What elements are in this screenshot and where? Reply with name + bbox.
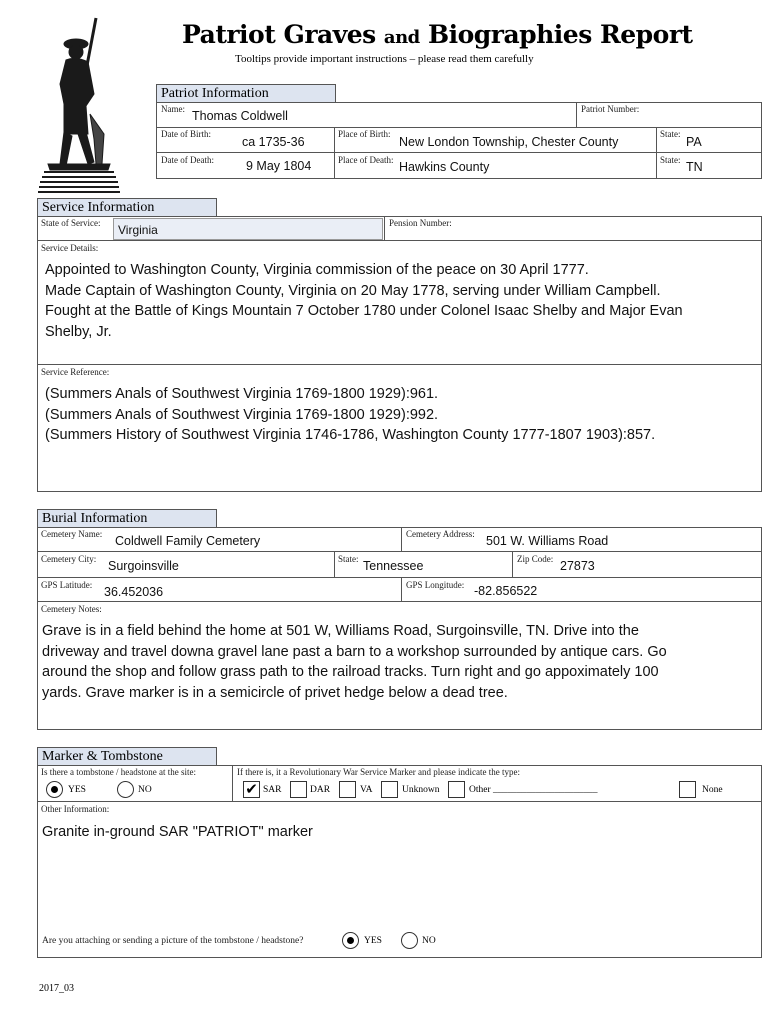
cemetery-notes-field[interactable] [42, 621, 757, 703]
death-state-label: State: [660, 155, 681, 165]
cemetery-state-label: State: [338, 554, 359, 564]
patriot-name-field[interactable]: Thomas Coldwell [192, 109, 288, 123]
cemetery-name-label: Cemetery Name: [41, 529, 103, 539]
state-of-service-field[interactable] [113, 218, 383, 240]
divider [37, 240, 762, 241]
picture-no-radio[interactable] [401, 932, 418, 949]
service-detail-line: Appointed to Washington County, Virginia commission of the peace on 30 April 1777. [45, 262, 589, 278]
divider [37, 801, 762, 802]
state-of-service-label: State of Service: [41, 218, 101, 228]
other-information-value: Granite in-ground SAR "PATRIOT" marker [42, 824, 313, 840]
none-label: None [702, 785, 723, 795]
picture-no-label: NO [422, 936, 436, 946]
picture-yes-label: YES [364, 936, 382, 946]
dod-field[interactable]: 9 May 1804 [246, 159, 312, 173]
divider [401, 577, 402, 601]
divider [156, 127, 762, 128]
sar-label: SAR [263, 785, 282, 795]
divider [334, 551, 335, 577]
form-version: 2017_03 [39, 983, 74, 994]
service-details-field[interactable] [45, 260, 757, 342]
cemetery-address-label: Cemetery Address: [406, 529, 475, 539]
dar-checkbox[interactable] [290, 781, 307, 798]
unknown-checkbox[interactable] [381, 781, 398, 798]
cemetery-note-line: around the shop and follow grass path to the railroad tracks. Turn right and go appoximately 100 [42, 664, 659, 680]
gps-latitude-field[interactable]: 36.452036 [104, 585, 164, 599]
dob-field[interactable]: ca 1735-36 [242, 135, 305, 149]
dar-label: DAR [310, 785, 331, 795]
zip-code-field[interactable]: 27873 [560, 559, 595, 573]
burial-section-title: Burial Information [37, 509, 217, 528]
title-part2: Biographies Report [427, 20, 693, 49]
divider [37, 551, 762, 552]
tombstone-yes-radio[interactable] [46, 781, 63, 798]
name-label: Name: [161, 104, 185, 114]
state-of-service-value: Virginia [118, 223, 158, 237]
other-information-field[interactable] [42, 822, 757, 922]
page-title [182, 20, 693, 49]
title-and: and [383, 27, 420, 48]
cemetery-notes-label: Cemetery Notes: [41, 604, 102, 614]
marker-section-title: Marker & Tombstone [37, 747, 217, 766]
cemetery-name-field[interactable]: Coldwell Family Cemetery [115, 534, 261, 548]
divider [334, 127, 335, 179]
minuteman-statue-icon [34, 14, 124, 194]
unknown-label: Unknown [402, 785, 440, 795]
gps-longitude-label: GPS Longitude: [406, 580, 465, 590]
death-state-field[interactable]: TN [686, 160, 703, 174]
marker-type-question: If there is, it a Revolutionary War Service Marker and please indicate the type: [237, 767, 521, 777]
birth-state-label: State: [660, 129, 681, 139]
cemetery-note-line: Grave is in a field behind the home at 501 W, Williams Road, Surgoinsville, TN. Drive into the [42, 623, 639, 639]
dod-label: Date of Death: [161, 155, 214, 165]
divider [401, 527, 402, 551]
service-reference-line: (Summers Anals of Southwest Virginia 1769-1800 1929):992. [45, 406, 439, 423]
page-subtitle: Tooltips provide important instructions – please read them carefully [235, 53, 534, 65]
service-detail-line: Made Captain of Washington County, Virginia on 20 May 1778, serving under William Campbell. [45, 282, 661, 299]
divider [37, 601, 762, 602]
sar-checkbox[interactable]: ✔ [243, 781, 260, 798]
divider [156, 152, 762, 153]
pod-label: Place of Death: [338, 155, 394, 165]
service-detail-line: Fought at the Battle of Kings Mountain 7 October 1780 under Colonel Isaac Shelby and Major Evan [45, 303, 683, 319]
none-checkbox[interactable] [679, 781, 696, 798]
dob-label: Date of Birth: [161, 129, 211, 139]
zip-code-label: Zip Code: [517, 554, 554, 564]
service-reference-field[interactable] [45, 384, 757, 446]
divider [384, 216, 385, 240]
cemetery-city-label: Cemetery City: [41, 554, 97, 564]
service-reference-label: Service Reference: [41, 367, 110, 377]
picture-question: Are you attaching or sending a picture of the tombstone / headstone? [42, 936, 304, 946]
service-details-label: Service Details: [41, 243, 99, 253]
title-part1: Patriot Graves [182, 20, 376, 49]
patriot-number-label: Patriot Number: [581, 104, 640, 114]
picture-yes-radio[interactable] [342, 932, 359, 949]
divider [232, 765, 233, 801]
gps-longitude-field[interactable]: -82.856522 [474, 584, 538, 598]
pension-number-label: Pension Number: [389, 218, 452, 228]
service-reference-line: (Summers History of Southwest Virginia 1746-1786, Washington County 1777-1807 1903):857. [45, 427, 656, 443]
pob-field[interactable]: New London Township, Chester County [399, 135, 619, 149]
other-label: Other ______________________ [469, 785, 598, 795]
cemetery-note-line: driveway and travel downa gravel lane past a barn to a workshop surrounded by antique cars. Go [42, 643, 667, 660]
divider [656, 127, 657, 179]
divider [576, 102, 577, 127]
service-info-box [37, 216, 762, 492]
gps-latitude-label: GPS Latitude: [41, 580, 93, 590]
tombstone-no-label: NO [138, 785, 152, 795]
patriot-section-title: Patriot Information [156, 84, 336, 103]
tombstone-no-radio[interactable] [117, 781, 134, 798]
service-section-title: Service Information [37, 198, 217, 217]
birth-state-field[interactable]: PA [686, 135, 702, 149]
service-reference-line: (Summers Anals of Southwest Virginia 1769-1800 1929):961. [45, 386, 439, 402]
cemetery-state-field[interactable]: Tennessee [363, 559, 424, 573]
service-detail-line: Shelby, Jr. [45, 323, 112, 340]
va-label: VA [360, 785, 373, 795]
other-information-label: Other Information: [41, 804, 110, 814]
pod-field[interactable]: Hawkins County [399, 160, 490, 174]
divider [37, 364, 762, 365]
cemetery-address-field[interactable]: 501 W. Williams Road [486, 534, 609, 548]
tombstone-yes-label: YES [68, 785, 86, 795]
va-checkbox[interactable] [339, 781, 356, 798]
pob-label: Place of Birth: [338, 129, 391, 139]
cemetery-city-field[interactable]: Surgoinsville [108, 559, 179, 573]
divider [37, 577, 762, 578]
cemetery-note-line: yards. Grave marker is in a semicircle of privet hedge below a dead tree. [42, 684, 508, 701]
tombstone-question: Is there a tombstone / headstone at the site: [41, 767, 196, 777]
divider [512, 551, 513, 577]
other-checkbox[interactable] [448, 781, 465, 798]
